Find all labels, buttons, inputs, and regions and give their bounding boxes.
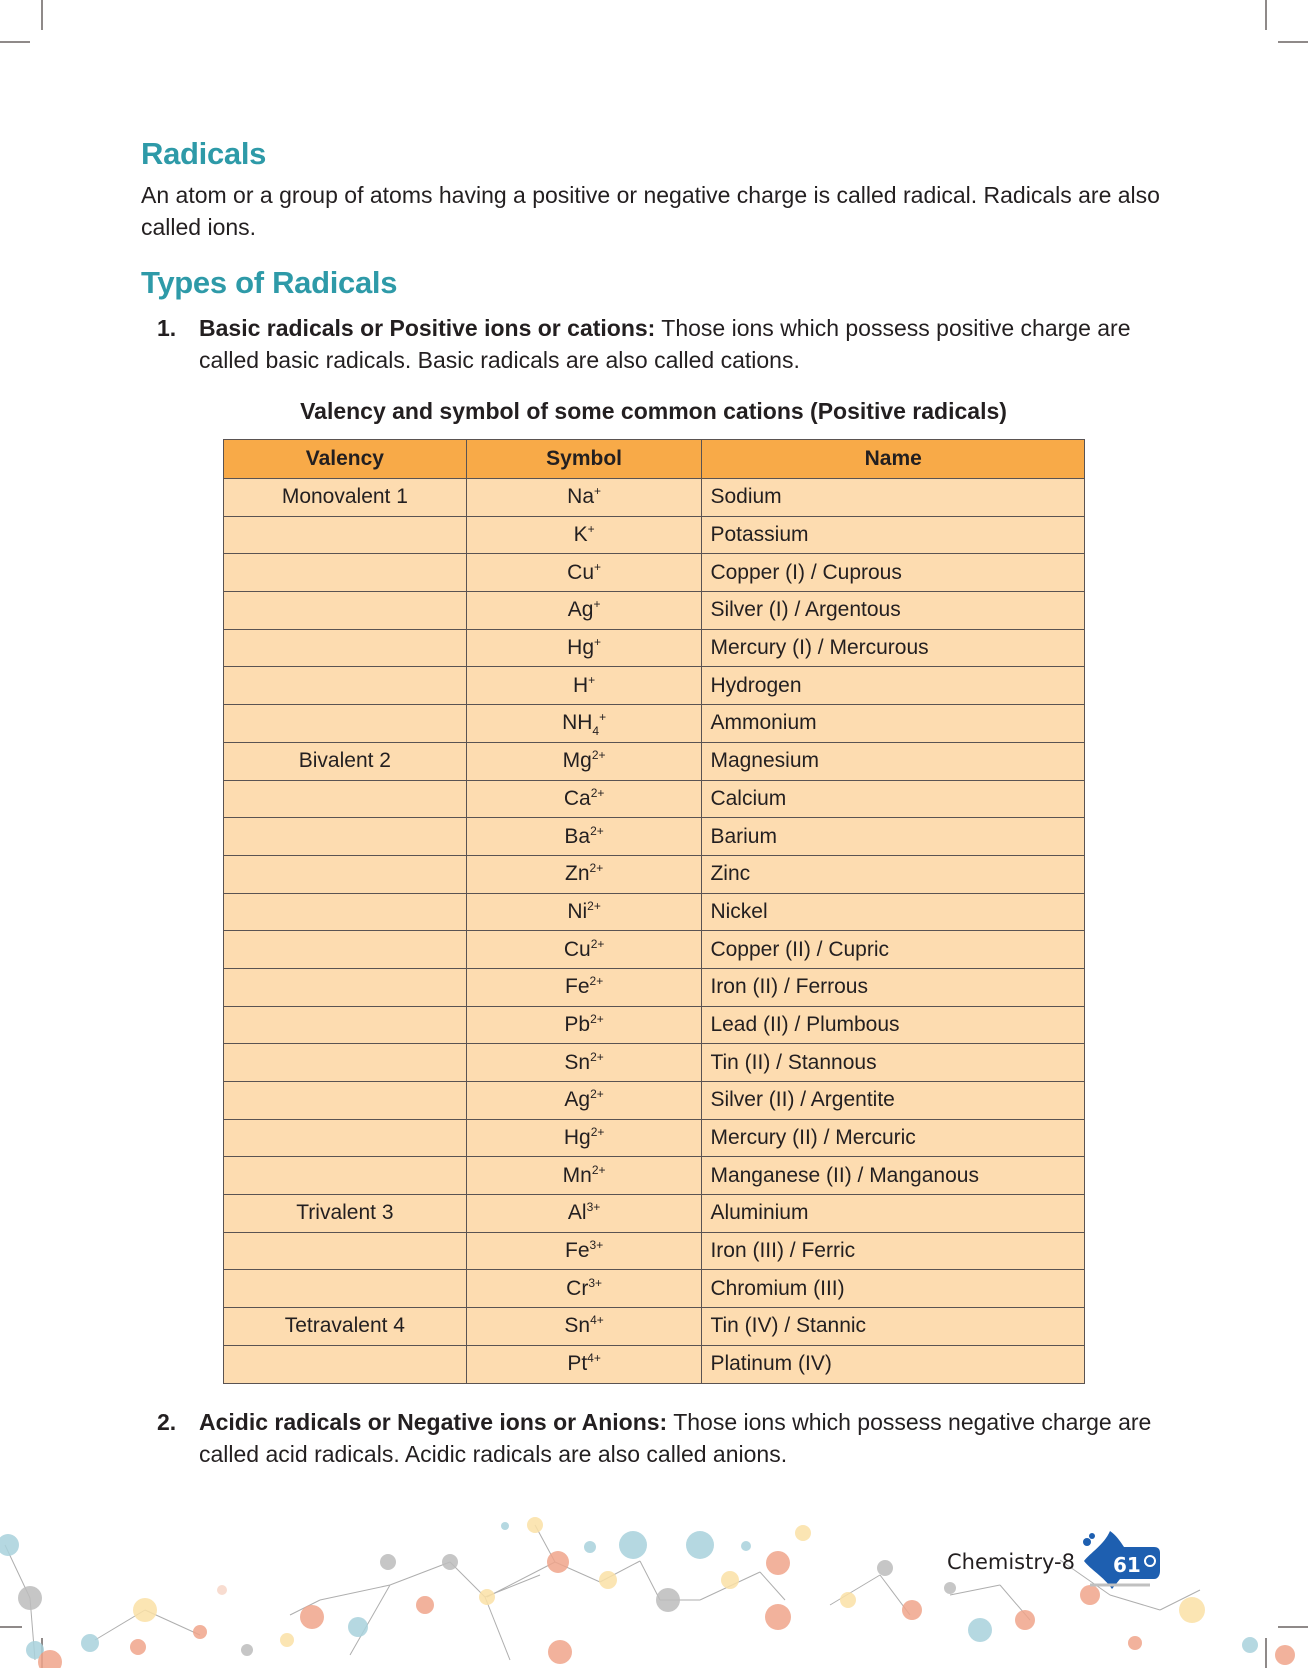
cell-symbol: K+: [466, 516, 702, 554]
cell-valency: [224, 629, 467, 667]
section-title: Radicals: [141, 136, 267, 171]
cell-name: Copper (I) / Cuprous: [702, 554, 1085, 592]
table-row: [224, 818, 1085, 856]
cell-symbol: $Cu^{2+}$: [466, 931, 702, 969]
cell-name: Silver (II) / Argentite: [702, 1082, 1085, 1120]
cell-valency: [224, 516, 467, 554]
cell-name: Lead (II) / Plumbous: [702, 1006, 1085, 1044]
crop-mark: [1265, 0, 1267, 30]
book-label: Chemistry-8: [947, 1550, 1075, 1574]
cell-valency: [224, 1232, 467, 1270]
table-row: [224, 1157, 1085, 1195]
table-row: [224, 1232, 1085, 1270]
cell-name: Magnesium: [702, 742, 1085, 780]
cell-valency: [224, 1082, 467, 1120]
header-name: Name: [702, 440, 1085, 479]
cell-valency: [224, 855, 467, 893]
table-row: [224, 592, 1085, 630]
cell-name: Tin (IV) / Stannic: [702, 1308, 1085, 1346]
cell-name: Platinum (IV): [702, 1345, 1085, 1383]
cell-name: Ammonium: [702, 705, 1085, 743]
cell-name: Chromium (III): [702, 1270, 1085, 1308]
cations-table: [223, 439, 1085, 1384]
cell-valency: [224, 1119, 467, 1157]
header-symbol: Symbol: [466, 440, 702, 479]
cell-symbol: $Cr^{3+}$: [466, 1270, 702, 1308]
cell-name: Hydrogen: [702, 667, 1085, 705]
cell-valency: [224, 554, 467, 592]
table-caption: Valency and symbol of some common cations (Positive radicals): [300, 398, 1007, 424]
table-row: [224, 1345, 1085, 1383]
cell-valency: [224, 968, 467, 1006]
cell-name: Calcium: [702, 780, 1085, 818]
cell-symbol: $Hg^{2+}$: [466, 1119, 702, 1157]
cell-valency: [224, 780, 467, 818]
cell-name: Potassium: [702, 516, 1085, 554]
term: Acidic radicals or Negative ions or Anions:: [199, 1409, 668, 1435]
cell-symbol: $Fe^{2+}$: [466, 968, 702, 1006]
cell-symbol: $Al^{3+}$: [466, 1195, 702, 1233]
cell-valency: [224, 592, 467, 630]
page-number: 61: [1113, 1553, 1141, 1577]
cell-symbol: $Mn^{2+}$: [466, 1157, 702, 1195]
cell-name: Manganese (II) / Manganous: [702, 1157, 1085, 1195]
table-row: [224, 705, 1085, 743]
cell-symbol: H+: [466, 667, 702, 705]
table-row: [224, 968, 1085, 1006]
cell-name: Nickel: [702, 893, 1085, 931]
table-row: [224, 1195, 1085, 1233]
table-row: [224, 1308, 1085, 1346]
cell-valency: [224, 1157, 467, 1195]
cell-symbol: $Mg^{2+}$: [466, 742, 702, 780]
table-row: [224, 1044, 1085, 1082]
table-header-row: [224, 440, 1085, 479]
types-title: Types of Radicals: [141, 265, 398, 300]
cell-valency: Bivalent 2: [224, 742, 467, 780]
table-row: [224, 1006, 1085, 1044]
table-row: [224, 1270, 1085, 1308]
term: Basic radicals or Positive ions or cations:: [199, 315, 656, 341]
cell-valency: [224, 818, 467, 856]
description: Those ions which possess positive charge are called basic radicals. Basic radicals are also called cations.: [199, 315, 1131, 373]
crop-mark: [0, 41, 30, 43]
cell-valency: Monovalent 1: [224, 479, 467, 517]
cell-symbol: $Fe^{3+}$: [466, 1232, 702, 1270]
cell-symbol: $Zn^{2+}$: [466, 855, 702, 893]
table-row: [224, 1119, 1085, 1157]
cell-symbol: $Ni^{2+}$: [466, 893, 702, 931]
table-row: [224, 667, 1085, 705]
list-item-body: [199, 1406, 1169, 1470]
table-row: [224, 516, 1085, 554]
cell-valency: [224, 893, 467, 931]
cell-name: Mercury (II) / Mercuric: [702, 1119, 1085, 1157]
cell-name: Mercury (I) / Mercurous: [702, 629, 1085, 667]
table-row: [224, 1082, 1085, 1120]
cell-valency: [224, 931, 467, 969]
table-row: [224, 931, 1085, 969]
cell-symbol: $Pb^{2+}$: [466, 1006, 702, 1044]
cell-name: Silver (I) / Argentous: [702, 592, 1085, 630]
definition-paragraph: An atom or a group of atoms having a positive or negative charge is called radical. Radicals are also called ions.: [141, 182, 1160, 240]
cell-valency: [224, 1044, 467, 1082]
header-valency: Valency: [224, 440, 467, 479]
cell-symbol: $Sn^{4+}$: [466, 1308, 702, 1346]
cell-symbol: $NH_4^+$: [466, 705, 702, 743]
cell-name: Barium: [702, 818, 1085, 856]
cell-symbol: Na+: [466, 479, 702, 517]
cell-symbol: Ag+: [466, 592, 702, 630]
table-row: [224, 479, 1085, 517]
cell-symbol: $Ag^{2+}$: [466, 1082, 702, 1120]
cell-name: Aluminium: [702, 1195, 1085, 1233]
cell-name: Sodium: [702, 479, 1085, 517]
list-number: 2.: [157, 1409, 177, 1435]
cell-valency: [224, 667, 467, 705]
cell-valency: Trivalent 3: [224, 1195, 467, 1233]
cell-name: Copper (II) / Cupric: [702, 931, 1085, 969]
crop-mark: [1278, 41, 1308, 43]
list-item-body: [199, 312, 1169, 376]
description: Those ions which possess negative charge are called acid radicals. Acidic radicals are also called anions.: [199, 1409, 1152, 1467]
cell-valency: Tetravalent 4: [224, 1308, 467, 1346]
cell-symbol: Hg+: [466, 629, 702, 667]
cell-name: Iron (III) / Ferric: [702, 1232, 1085, 1270]
cell-valency: [224, 705, 467, 743]
table-row: [224, 780, 1085, 818]
cell-valency: [224, 1270, 467, 1308]
table-row: [224, 629, 1085, 667]
cell-name: Tin (II) / Stannous: [702, 1044, 1085, 1082]
list-number: 1.: [157, 315, 177, 341]
cell-valency: [224, 1006, 467, 1044]
cell-valency: [224, 1345, 467, 1383]
cell-symbol: $Sn^{2+}$: [466, 1044, 702, 1082]
cell-name: Iron (II) / Ferrous: [702, 968, 1085, 1006]
table-row: [224, 893, 1085, 931]
table-row: [224, 855, 1085, 893]
table-row: [224, 742, 1085, 780]
table-row: [224, 554, 1085, 592]
cell-name: Zinc: [702, 855, 1085, 893]
cell-symbol: $Ca^{2+}$: [466, 780, 702, 818]
cell-symbol: $Pt^{4+}$: [466, 1345, 702, 1383]
cell-symbol: Cu+: [466, 554, 702, 592]
crop-mark: [41, 0, 43, 30]
cell-symbol: $Ba^{2+}$: [466, 818, 702, 856]
